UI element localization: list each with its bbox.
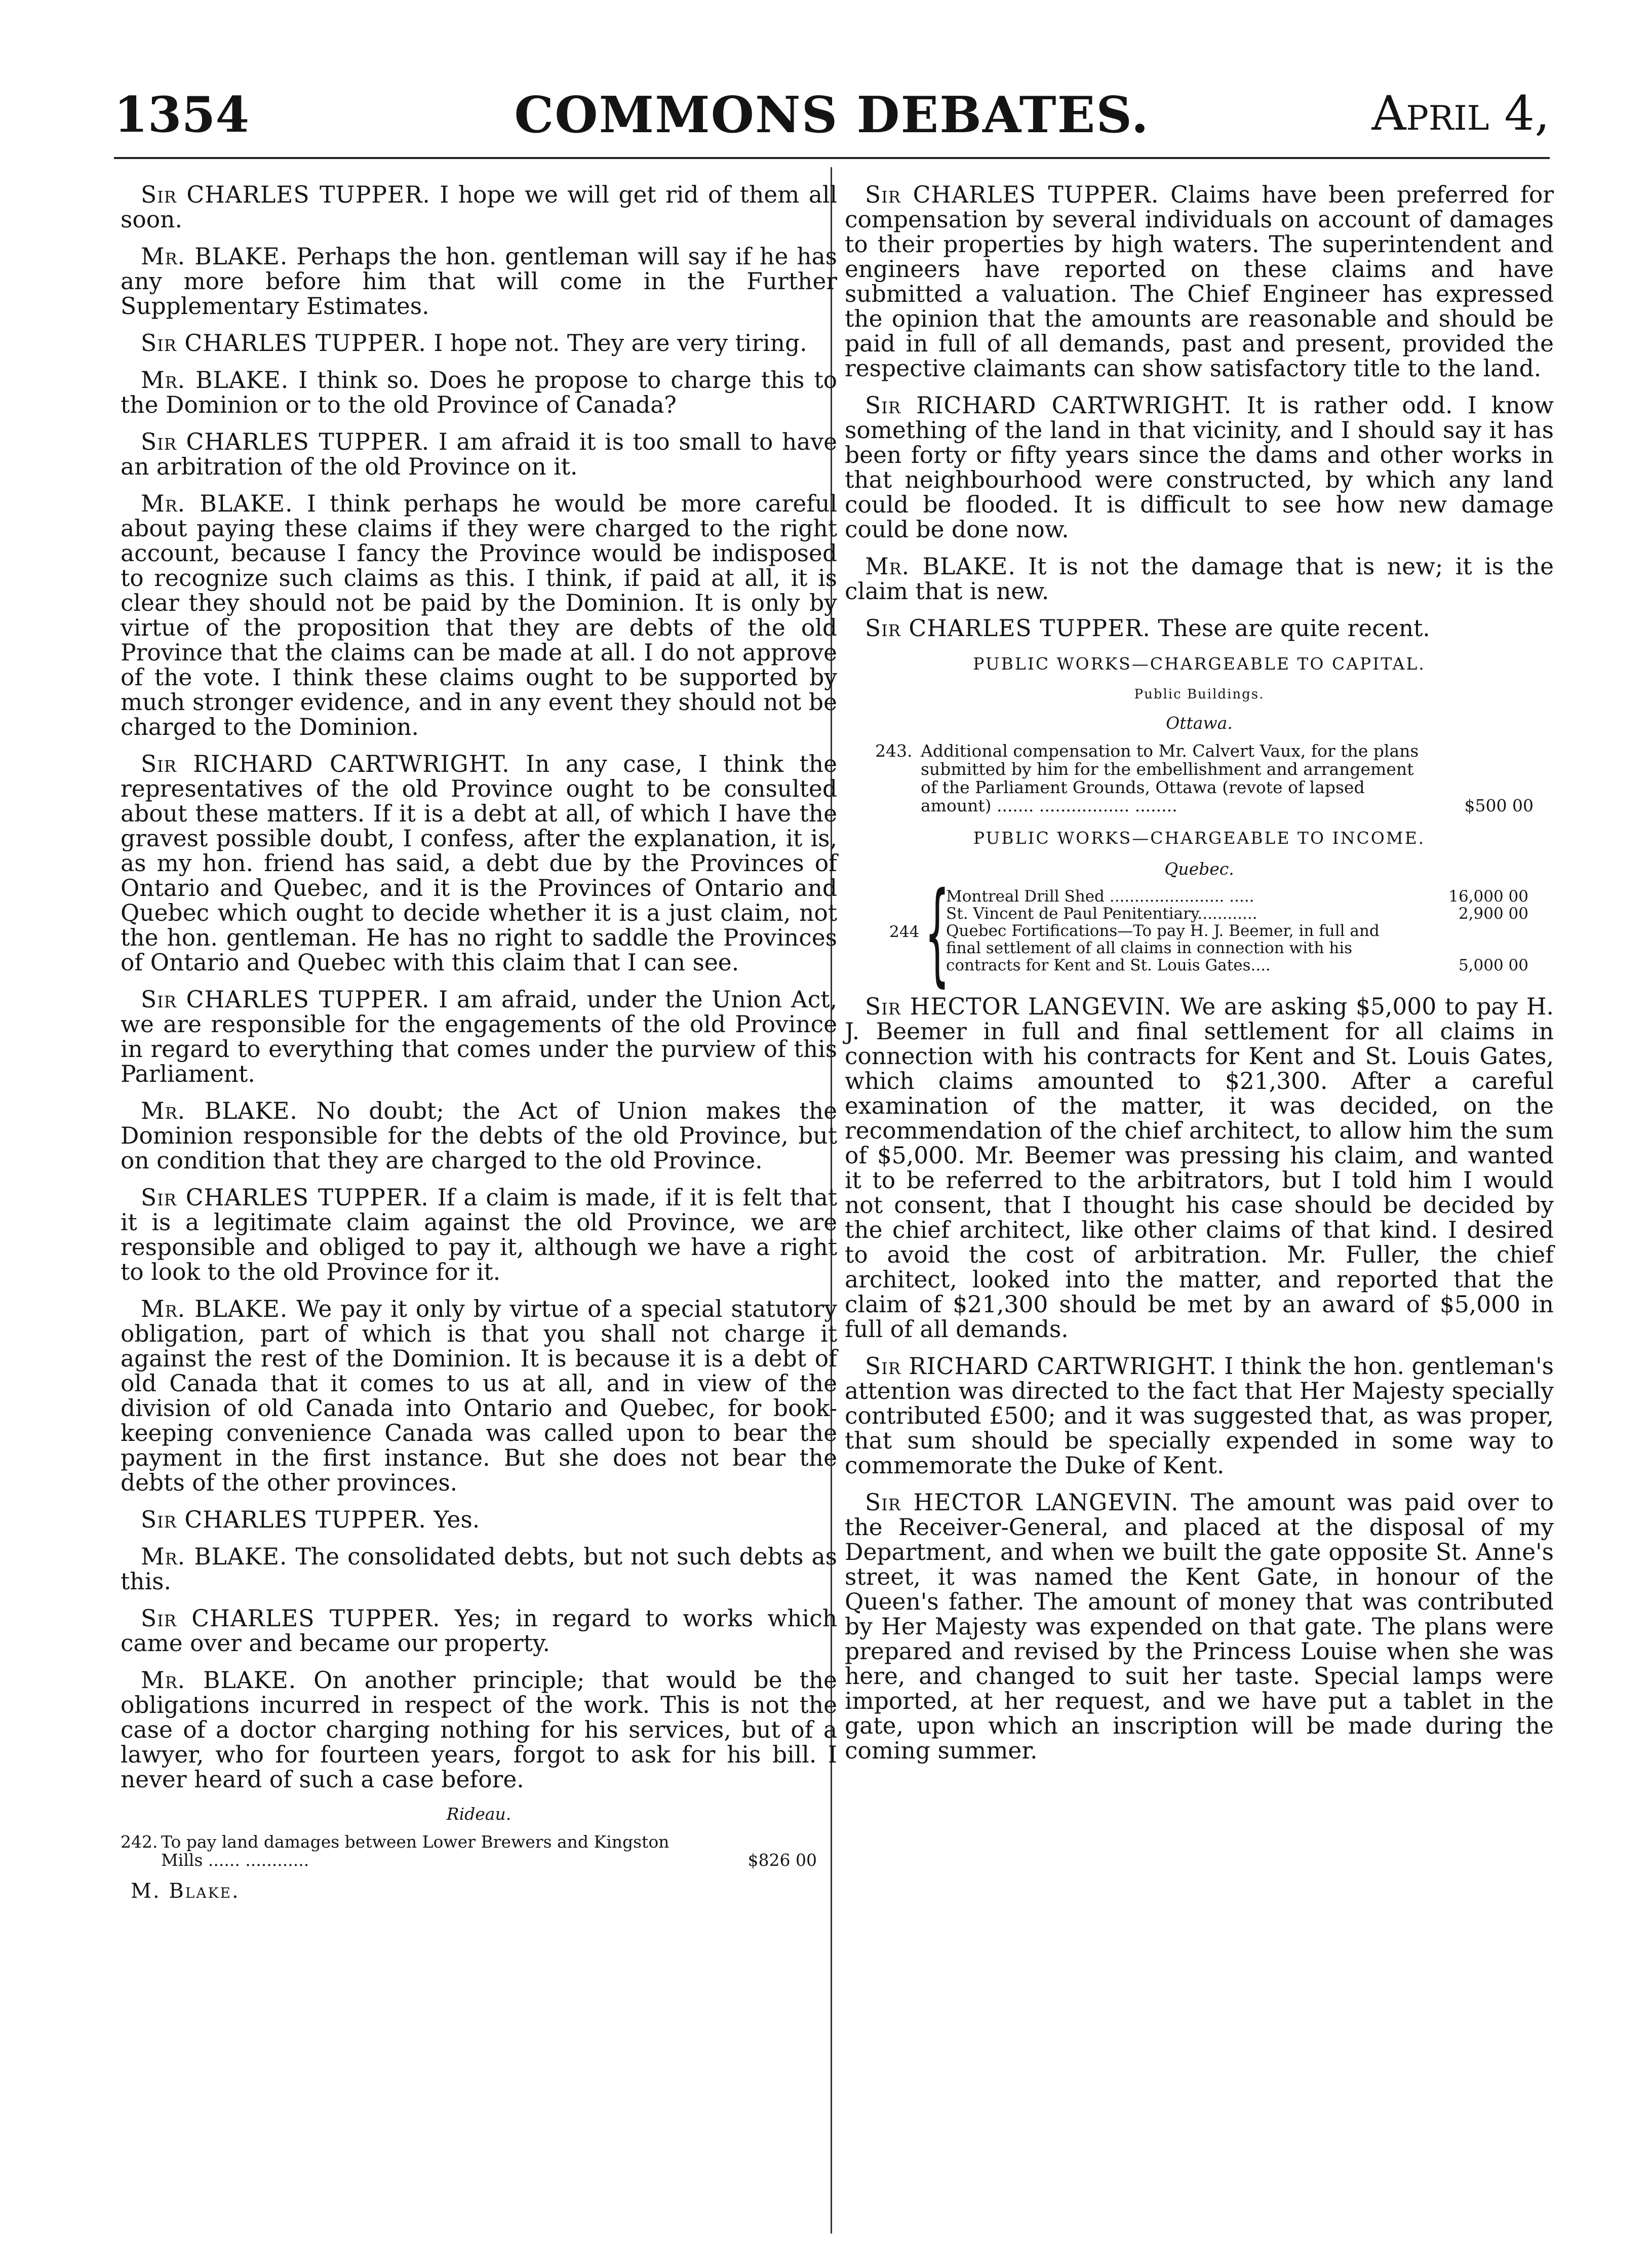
speech-text: We pay it only by virtue of a special statutory obligation, part of which is that you shall not charge it against the rest of the Dominion. It is because it is a debt of old Canada that it comes to us at all, and in view of the division of old Canada into Ontario and Quebec, for book-keeping convenience Canada was called upon to bear the payment in the first instance. But she does not bear the debts of the other provinces. [121,1296,837,1496]
speech-text: Claims have been preferred for compensation by several individuals on account of damages to their properties by high waters. The superintendent and engineers have reported on these claims and have submitted a valuation. The Chief Engineer has expressed the opinion that the amounts are reasonable and should be paid in full of all demands, past and present, provided the respective claimants can show satisfactory title to the land. [845,181,1554,382]
income-row-amount: 2,900 00 [1458,905,1528,923]
capital-place: Ottawa. [1166,713,1233,733]
speaker-name: Sir CHARLES TUPPER. [141,1605,441,1632]
speaker-name: Mr. BLAKE. [141,490,293,517]
speech-paragraph [121,331,837,356]
speech-paragraph [845,994,1554,1342]
income-rows [845,888,1554,974]
estimate-item-number: 242. [121,1832,158,1852]
speaker-name: Sir CHARLES TUPPER. [141,1506,426,1533]
speaker-name: Sir CHARLES TUPPER. [141,986,430,1013]
estimate-place: Rideau. [446,1804,512,1824]
income-row [946,922,1534,974]
estimate-item-amount: $826 00 [748,1850,817,1870]
page-header [114,86,1550,152]
right-column [845,182,1554,1775]
speaker-name: Sir CHARLES TUPPER. [141,330,426,357]
speech-text: I hope we will get rid of them all soon. [121,181,837,233]
income-row-text: St. Vincent de Paul Penitentiary............ [946,905,1257,923]
speaker-name: Mr. BLAKE. [141,243,288,270]
left-speeches [121,182,837,1792]
speaker-name: Sir CHARLES TUPPER. [141,428,430,455]
page-number: 1354 [114,86,250,143]
income-heading: PUBLIC WORKS—CHARGEABLE TO INCOME. [973,828,1426,848]
speech-paragraph [121,1606,837,1656]
speech-paragraph [121,1668,837,1792]
speech-text: The amount was paid over to the Receiver-General, and placed at the disposal of my Department, and when we built the gate opposite St. Anne's street, it was named the Kent Gate, in honour of the Queen's father. The amount of money that was contributed by Her Majesty was expended on that gate. The plans were prepared and revised by the Princess Louise when she was here, and changed to suit her taste. Special lamps were imported, at her request, and we have put a tablet in the gate, upon which an inscription will be made during the coming summer. [845,1489,1554,1764]
speech-paragraph [845,1354,1554,1478]
speaker-name: Mr. BLAKE. [141,1667,297,1694]
speech-text: It is rather odd. I know something of the land in that vicinity, and I should say it has been forty or fifty years since the dams and other works in that neighbourhood were constructed, by which any land could be flooded. It is difficult to see how new damage could be done now. [845,392,1554,543]
speech-paragraph [121,752,837,975]
estimate-item-244 [845,868,1554,998]
speaker-name: Sir HECTOR LANGEVIN. [865,1489,1179,1516]
speech-text: I think so. Does he propose to charge this to the Dominion or to the old Province of Canada? [121,367,837,418]
speaker-name: Sir CHARLES TUPPER. [141,1184,429,1211]
speech-paragraph [121,429,837,479]
speech-paragraph [845,616,1554,641]
speech-paragraph [121,987,837,1086]
header-rule [114,157,1550,159]
speech-paragraph [121,491,837,739]
speech-paragraph [121,368,837,417]
running-title: COMMONS DEBATES. [514,86,1150,144]
speech-text: It is not the damage that is new; it is the claim that is new. [845,553,1554,605]
speech-paragraph [121,1185,837,1284]
speech-paragraph [121,182,837,232]
left-column [121,182,837,1903]
income-row [946,888,1534,905]
speech-paragraph [121,1297,837,1495]
speaker-name: Sir RICHARD CARTWRIGHT. [141,751,510,777]
speaker-name: Sir RICHARD CARTWRIGHT. [865,392,1232,419]
speech-text: In any case, I think the representatives of the old Province ought to be consulted about these matters. If it is a debt at all, of which I have the gravest possible doubt, I confess, after the explanation, it is, as my hon. friend has said, a debt due by the Provinces of Ontario and Quebec, and it is the Provinces of Ontario and Quebec which ought to decide whether it is a just claim, not the hon. gentleman. He has no right to saddle the Provinces of Ontario and Quebec with this claim that I can see. [121,751,837,976]
capital-heading: PUBLIC WORKS—CHARGEABLE TO CAPITAL. [973,654,1426,674]
right-speeches-top [845,182,1554,641]
speech-text: No doubt; the Act of Union makes the Dominion responsible for the debts of the old Province, but on condition that they are charged to the old Province. [121,1098,838,1174]
speech-text: I am afraid it is too small to have an arbitration of the old Province on it. [121,428,838,480]
estimate-item-amount: $500 00 [1464,796,1534,815]
running-date: April 4, [1371,86,1550,141]
speech-text: I think perhaps he would be more careful about paying these claims if they were charged to the right account, because I fancy the Province would be indisposed to recognize such claims as this. I think, if paid at all, it is clear they should not be paid by the Dominion. It is only by virtue of the proposition that they are debts of the old Province that the claims can be made at all. I do not approve of the vote. I think these claims ought to be supported by much stronger evidence, and in any event they should not be charged to the Dominion. [121,490,838,740]
income-row-text: Montreal Drill Shed ....................... ..... [946,887,1254,906]
income-row-amount: 5,000 00 [1458,956,1528,974]
estimate-item-242 [121,1833,837,1869]
speech-paragraph [121,1507,837,1532]
estimate-item-number: 243. [875,741,913,761]
speech-paragraph [845,393,1554,542]
speaker-name: Mr. BLAKE. [141,1098,298,1124]
income-place: Quebec. [1164,859,1234,879]
capital-subheading: Public Buildings. [1134,687,1265,702]
speech-text: Perhaps the hon. gentleman will say if he has any more before him that will come in the Further Supplementary Estimates. [121,243,837,320]
right-speeches-bottom [845,994,1554,1763]
speaker-name: Sir CHARLES TUPPER. [141,181,430,208]
speaker-name: Mr. BLAKE. [865,553,1016,580]
income-row [946,905,1534,922]
estimate-item-number: 244 [889,923,920,941]
brace-icon: { [925,868,950,998]
speaker-name: Sir CHARLES TUPPER. [865,181,1159,208]
speaker-name: Sir CHARLES TUPPER. [865,615,1151,642]
estimate-item-243 [845,742,1554,815]
speech-paragraph [845,182,1554,381]
speaker-name: Mr. BLAKE. [141,367,289,394]
speech-text: If a claim is made, if it is felt that it is a legitimate claim against the old Province, we are responsible and obliged to pay it, although we have a right to look to the old Province for it. [121,1184,838,1285]
speech-paragraph [121,1544,837,1594]
speech-text: Yes; in regard to works which came over and became our property. [121,1605,838,1657]
speech-text: On another principle; that would be the obligations incurred in respect of the work. This is not the case of a doctor charging nothing for his services, but of a lawyer, who for fourteen years, forgot to ask for his bill. I never heard of such a case before. [121,1667,837,1793]
speech-text: I hope not. They are very tiring. [434,330,807,357]
speech-text: I am afraid, under the Union Act, we are responsible for the engagements of the old Province in regard to everything that comes under the purview of this Parliament. [121,986,837,1087]
speaker-name: Sir RICHARD CARTWRIGHT. [865,1353,1217,1380]
speech-text: We are asking $5,000 to pay H. J. Beemer in full and final settlement for all claims in connection with his contracts for Kent and St. Louis Gates, which claims amounted to $21,300. After a careful examination of the matter, it was decided, on the recommendation of the chief architect, to allow him the sum of $5,000. Mr. Beemer was pressing his claim, and wanted it to be referred to the arbitrators, but I told him I would not consent, that I thought his case should be decided by the chief architect, like other claims of that kind. I desired to avoid the cost of arbitration. Mr. Fuller, the chief architect, looked into the matter, and reported that the claim of $21,300 should be met by an award of $5,000 in full of all demands. [845,993,1554,1343]
speech-paragraph [121,1099,837,1173]
speech-text: I think the hon. gentleman's attention was directed to the fact that Her Majesty specially contributed £500; and it was suggested that, as was proper, that sum should be specially expended in some way to commemorate the Duke of Kent. [845,1353,1554,1479]
income-row-amount: 16,000 00 [1448,887,1528,906]
estimate-item-description: Additional compensation to Mr. Calvert Vaux, for the plans submitted by him for the embellishment and arrangement of the Parliament Grounds, Ottawa (revote of lapsed amount) ....... ................. ........ [921,741,1419,815]
speech-text: These are quite recent. [1158,615,1430,642]
speech-paragraph [121,244,837,319]
income-row-text: Quebec Fortifications—To pay H. J. Beemer, in full and final settlement of all claims in connection with his contracts for Kent and St. Louis Gates.... [946,922,1380,974]
speech-text: Yes. [434,1506,480,1533]
speaker-name: Sir HECTOR LANGEVIN. [865,993,1172,1020]
speech-paragraph [845,1490,1554,1763]
speaker-name: Mr. BLAKE. [141,1543,288,1570]
speech-paragraph [845,554,1554,604]
signature: M. Blake. [131,1880,240,1903]
speaker-name: Mr. BLAKE. [141,1296,288,1322]
speech-text: The consolidated debts, but not such debts as this. [121,1543,837,1595]
estimate-item-description: To pay land damages between Lower Brewers and Kingston Mills ...... ............ [161,1832,670,1870]
